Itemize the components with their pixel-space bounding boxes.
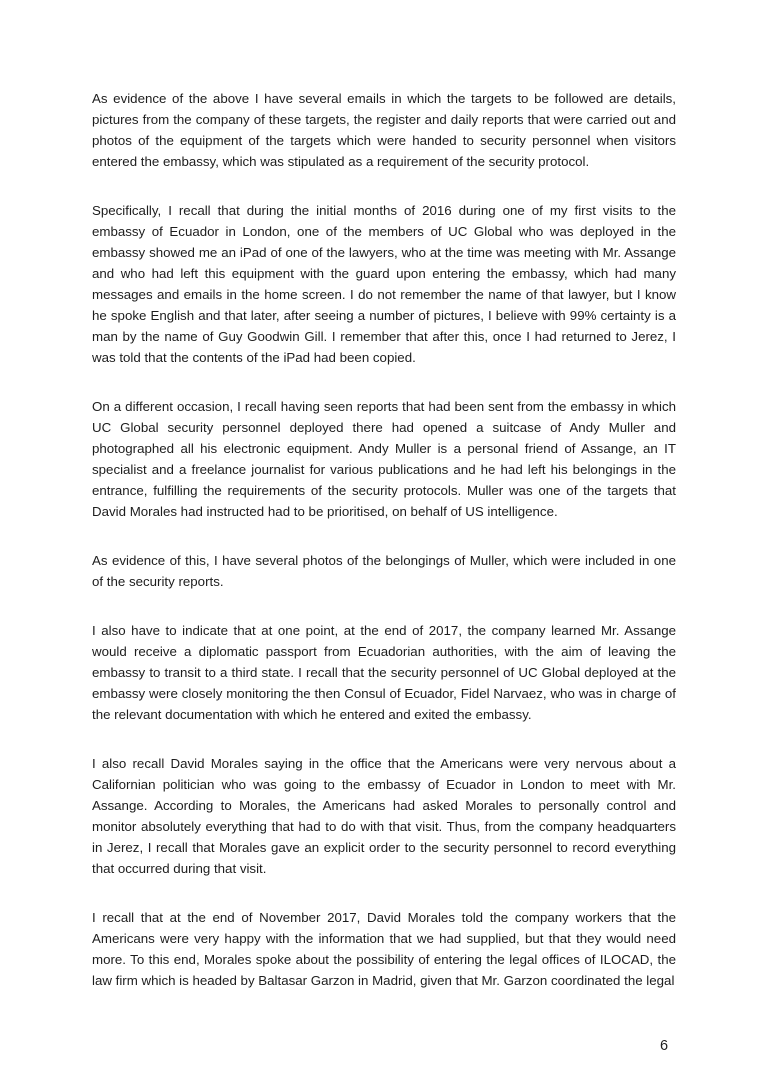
- page-number: 6: [660, 1038, 669, 1054]
- paragraph-ipad-lawyer: Specifically, I recall that during the initial months of 2016 during one of my first visits to the embassy of Ecuador in London, one of the members of UC Global who was deployed in the embassy showed me an iPad of one of the lawyers, who at the time was meeting with Mr. Assange and who had left this equipment with the guard upon entering the embassy, which had many messages and emails in the home screen. I do not remember the name of that lawyer, but I know he spoke English and that later, after seeing a number of pictures, I believe with 99% certainty is a man by the name of Guy Goodwin Gill. I remember that after this, once I had returned to Jerez, I was told that the contents of the iPad had been copied.: [92, 203, 676, 365]
- paragraph-muller-photos: As evidence of this, I have several photos of the belongings of Muller, which were included in one of the security reports.: [92, 553, 676, 589]
- paragraph-muller-suitcase: On a different occasion, I recall having seen reports that had been sent from the embassy in which UC Global security personnel deployed there had opened a suitcase of Andy Muller and photographed all his electronic equipment. Andy Muller is a personal friend of Assange, an IT specialist and a freelance journalist for various publications and he had left his belongings in the entrance, fulfilling the requirements of the security protocols. Muller was one of the targets that David Morales had instructed had to be prioritised, on behalf of US intelligence.: [92, 399, 676, 519]
- paragraph-californian-politician: I also recall David Morales saying in the office that the Americans were very nervous about a Californian politician who was going to the embassy of Ecuador in London to meet with Mr. Assange. According to Morales, the Americans had asked Morales to personally control and monitor absolutely everything that had to do with that visit. Thus, from the company headquarters in Jerez, I recall that Morales gave an explicit order to the security personnel to record everything that occurred during that visit.: [92, 756, 676, 876]
- paragraph-evidence-emails: As evidence of the above I have several emails in which the targets to be followed are details, pictures from the company of these targets, the register and daily reports that were carried out and photos of the equipment of the targets which were handed to security personnel when visitors entered the embassy, which was stipulated as a requirement of the security protocol.: [92, 91, 676, 169]
- paragraph-diplomatic-passport: I also have to indicate that at one point, at the end of 2017, the company learned Mr. Assange would receive a diplomatic passport from Ecuadorian authorities, with the aim of leaving the embassy to transit to a third state. I recall that the security personnel of UC Global deployed at the embassy were closely monitoring the then Consul of Ecuador, Fidel Narvaez, who was in charge of the relevant documentation with which he entered and exited the embassy.: [92, 623, 676, 722]
- document-body: [92, 88, 676, 1019]
- paragraph-november-2017-ilocad: I recall that at the end of November 2017, David Morales told the company workers that the Americans were very happy with the information that we had supplied, but that they would need more. To this end, Morales spoke about the possibility of entering the legal offices of ILOCAD, the law firm which is headed by Baltasar Garzon in Madrid, given that Mr. Garzon coordinated the legal: [92, 910, 676, 988]
